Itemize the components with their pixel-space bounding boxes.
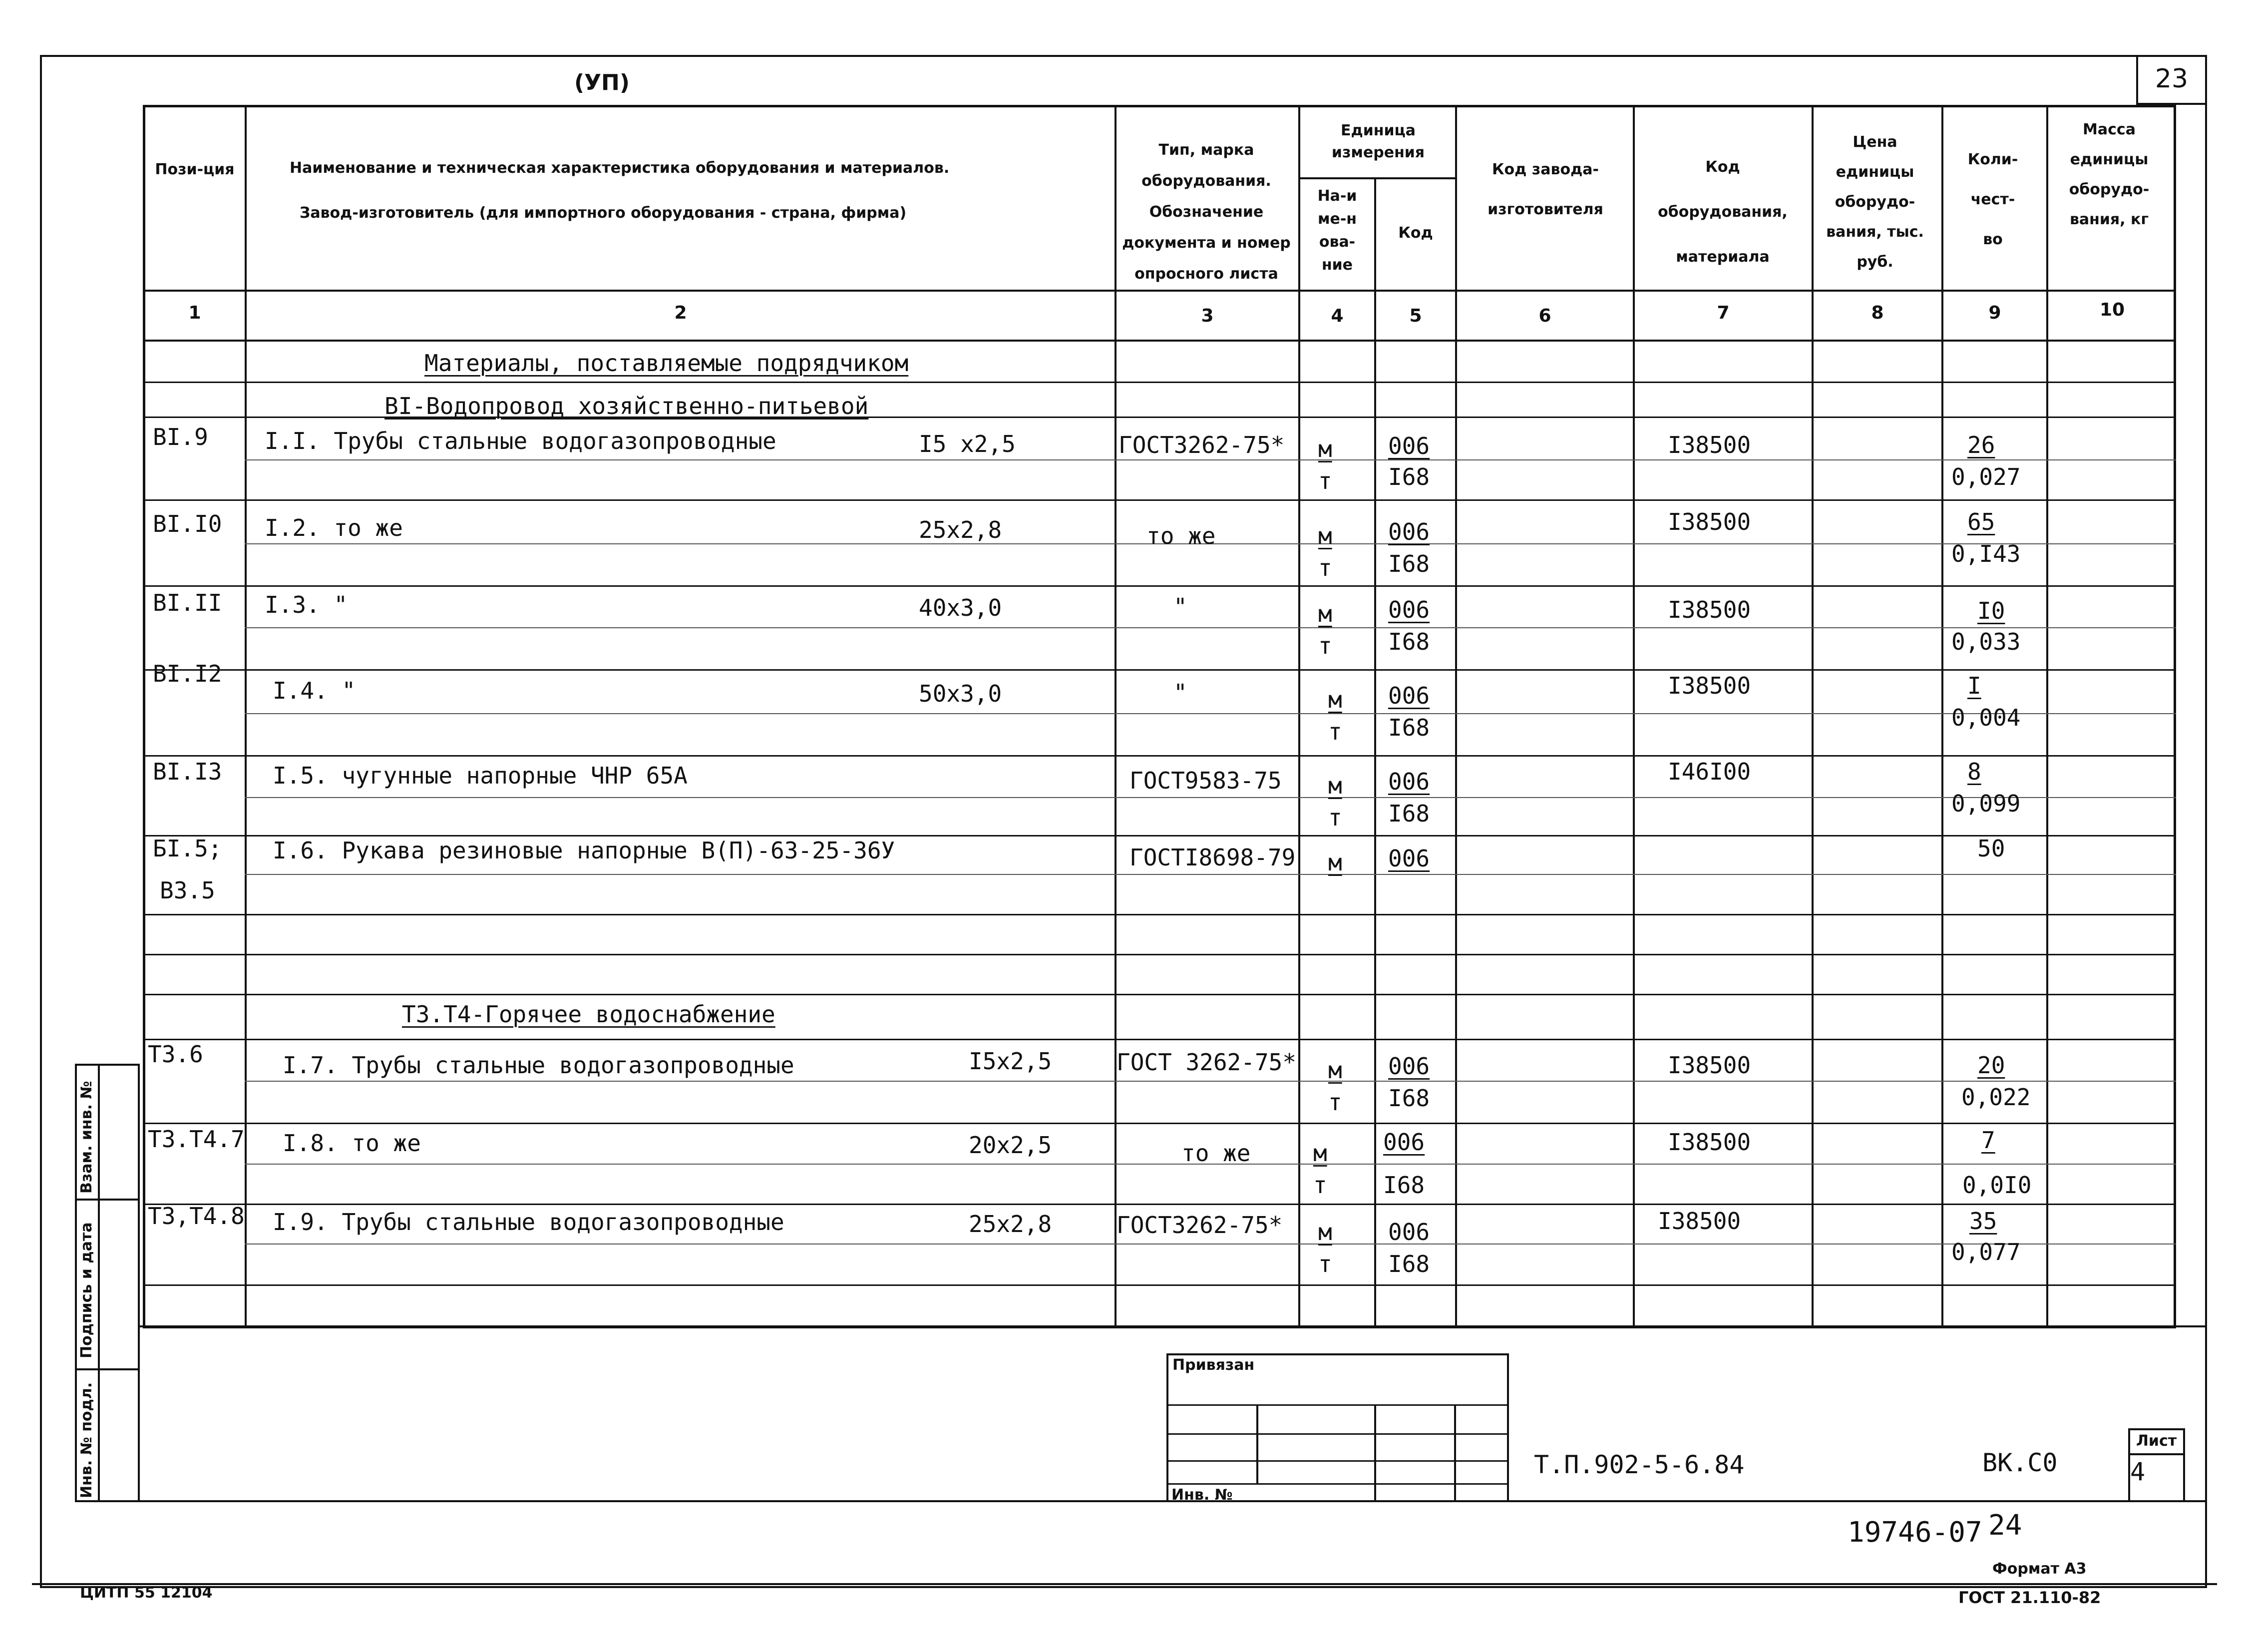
row6-unit1: м	[1328, 849, 1342, 876]
col-number-8: 8	[1871, 303, 1884, 323]
header-quantity: Коли-чест-во	[1967, 151, 2018, 248]
side-signature-date: Подпись и дата	[78, 1222, 95, 1358]
row8-material-code: I38500	[1668, 1129, 1751, 1156]
col-number-4: 4	[1331, 306, 1344, 326]
row9-unit1: м	[1318, 1219, 1332, 1245]
row1-code1: 006	[1388, 432, 1430, 459]
row4-doc: "	[1173, 679, 1187, 706]
row2-position: BI.I0	[153, 510, 222, 537]
row7-doc: ГОСТ 3262-75*	[1117, 1049, 1297, 1076]
side-inv-no: Инв. № подл.	[78, 1382, 95, 1498]
gost-label: ГОСТ 21.110-82	[1958, 1588, 2101, 1607]
row1-material-code: I38500	[1668, 431, 1751, 458]
row8-position: Т3.Т4.7	[148, 1126, 245, 1153]
row5-unit2: т	[1328, 804, 1342, 831]
row5-position: BI.I3	[153, 758, 222, 785]
header-price: Цена единицы оборудо-вания, тыс. руб.	[1826, 133, 1924, 271]
row4-code2: I68	[1388, 714, 1430, 741]
row4-size: 50x3,0	[919, 680, 1002, 707]
row2-unit1: м	[1318, 522, 1332, 549]
row4-unit1: м	[1328, 686, 1342, 713]
row1-position: BI.9	[153, 423, 208, 450]
row1-mass: 0,027	[1951, 463, 2021, 490]
row6-doc: ГОСТI8698-79	[1129, 844, 1296, 871]
row3-position: BI.II	[153, 589, 222, 616]
row4-unit2: т	[1328, 718, 1342, 745]
row2-mass: 0,I43	[1951, 540, 2021, 567]
row2-doc: то же	[1146, 522, 1216, 549]
row2-code1: 006	[1388, 518, 1430, 545]
row4-name: I.4. "	[273, 677, 356, 704]
row1-qty: 26	[1967, 431, 1995, 458]
row9-mass: 0,077	[1951, 1239, 2021, 1265]
col-number-5: 5	[1409, 306, 1422, 326]
row1-size: I5 x2,5	[919, 430, 1016, 457]
row2-material-code: I38500	[1668, 508, 1751, 535]
row3-unit1: м	[1318, 600, 1332, 627]
row2-qty: 65	[1967, 508, 1995, 535]
header-name-line1: Наименование и техническая характеристика оборудования и материалов.	[290, 159, 950, 177]
row1-name: I.I. Трубы стальные водогазопроводные	[265, 427, 776, 454]
row8-size: 20x2,5	[969, 1132, 1052, 1159]
row9-doc: ГОСТ3262-75*	[1117, 1212, 1283, 1239]
row4-code1: 006	[1388, 682, 1430, 709]
row1-unit2: т	[1318, 467, 1332, 494]
row7-code1: 006	[1388, 1053, 1430, 1080]
header-unit-name: На-име-нова-ние	[1317, 187, 1357, 274]
row9-unit2: т	[1318, 1250, 1332, 1277]
row5-mass: 0,099	[1951, 790, 2021, 817]
header-mass: Масса единицы оборудо-вания, кг	[2069, 121, 2150, 228]
row5-code2: I68	[1388, 800, 1430, 827]
col-number-3: 3	[1201, 306, 1214, 326]
doc-mark: ВК.С0	[1982, 1448, 2058, 1477]
col-number-6: 6	[1538, 306, 1551, 326]
ctip-label: ЦИТП 55 12104	[80, 1584, 213, 1602]
row9-qty: 35	[1969, 1208, 1997, 1235]
top-sheet-number: 23	[2155, 64, 2189, 94]
row3-size: 40x3,0	[919, 594, 1002, 621]
header-factory-code: Код завода-изготовителя	[1488, 161, 1603, 218]
col-number-7: 7	[1717, 303, 1730, 323]
row7-unit1: м	[1328, 1057, 1342, 1084]
row7-code2: I68	[1388, 1085, 1430, 1112]
row5-qty: 8	[1967, 758, 1981, 785]
row1-unit1: м	[1318, 435, 1332, 462]
row9-position: Т3,Т4.8	[148, 1203, 245, 1230]
format-label: Формат А3	[1992, 1560, 2087, 1578]
header-unit-code: Код	[1398, 224, 1433, 242]
row2-name: I.2. то же	[265, 514, 403, 541]
row6-position: БI.5;	[153, 835, 222, 862]
row6-code1: 006	[1388, 845, 1430, 872]
row4-position: BI.I2	[153, 660, 222, 687]
col-number-10: 10	[2099, 300, 2125, 320]
row8-mass: 0,0I0	[1962, 1172, 2032, 1199]
section-materials-title: Материалы, поставляемые подрядчиком	[424, 350, 909, 377]
row6-name: I.6. Рукава резиновые напорные В(П)-63-25-36У	[273, 837, 895, 864]
row7-position: Т3.6	[148, 1041, 203, 1068]
row8-unit2: т	[1313, 1172, 1327, 1199]
bound-label: Привязан	[1172, 1356, 1255, 1374]
row6-position-2: В3.5	[160, 877, 215, 904]
doc-code: Т.П.902-5-6.84	[1534, 1450, 1745, 1479]
sheet-label: Лист	[2136, 1432, 2177, 1450]
row5-material-code: I46I00	[1668, 758, 1751, 785]
row3-doc: "	[1173, 593, 1187, 620]
row4-material-code: I38500	[1668, 672, 1751, 699]
row2-size: 25x2,8	[919, 516, 1002, 543]
row8-unit1: м	[1313, 1140, 1327, 1167]
row3-code2: I68	[1388, 628, 1430, 655]
row2-code2: I68	[1388, 550, 1430, 577]
row1-code2: I68	[1388, 463, 1430, 490]
row9-code2: I68	[1388, 1250, 1430, 1277]
col-number-1: 1	[188, 303, 201, 323]
col-number-2: 2	[674, 303, 687, 323]
row9-material-code: I38500	[1658, 1208, 1741, 1235]
row9-code1: 006	[1388, 1219, 1430, 1245]
sheet-number: 4	[2130, 1457, 2146, 1486]
row5-doc: ГОСТ9583-75	[1129, 767, 1282, 794]
row7-qty: 20	[1977, 1052, 2005, 1079]
row6-qty: 50	[1977, 835, 2005, 862]
row5-code1: 006	[1388, 768, 1430, 795]
section-t3t4-title: Т3.Т4-Горячее водоснабжение	[402, 1001, 775, 1028]
row4-mass: 0,004	[1951, 704, 2021, 731]
row5-unit1: м	[1328, 772, 1342, 799]
header-material-code: Код оборудования, материала	[1658, 158, 1788, 266]
header-name-line2: Завод-изготовитель (для импортного оборудования - страна, фирма)	[300, 204, 907, 222]
row7-material-code: I38500	[1668, 1052, 1751, 1079]
row1-doc: ГОСТ3262-75*	[1119, 431, 1285, 458]
row3-material-code: I38500	[1668, 596, 1751, 623]
row7-mass: 0,022	[1961, 1084, 2031, 1111]
row4-qty: I	[1967, 672, 1981, 699]
row8-name: I.8. то же	[283, 1130, 421, 1157]
row3-unit2: т	[1318, 632, 1332, 659]
row2-unit2: т	[1318, 554, 1332, 581]
row7-unit2: т	[1328, 1089, 1342, 1116]
row7-name: I.7. Трубы стальные водогазопроводные	[283, 1052, 794, 1079]
row3-mass: 0,033	[1951, 628, 2021, 655]
header-position: Пози-ция	[155, 161, 235, 178]
col-number-9: 9	[1988, 303, 2001, 323]
header-type: Тип, марка оборудования. Обозначение документа и номер опросного листа	[1122, 141, 1291, 283]
row5-name: I.5. чугунные напорные ЧНР 65А	[273, 762, 688, 789]
row8-code1: 006	[1383, 1129, 1425, 1156]
section-code: (УП)	[574, 70, 630, 95]
row9-name: I.9. Трубы стальные водогазопроводные	[273, 1209, 784, 1236]
row3-code1: 006	[1388, 596, 1430, 623]
row8-qty: 7	[1981, 1127, 1995, 1154]
handwritten-number: 19746-07	[1848, 1516, 1982, 1549]
row3-name: I.3. "	[265, 591, 348, 618]
section-b1-title: BI-Водопровод хозяйственно-питьевой	[384, 393, 869, 419]
row8-doc: то же	[1181, 1140, 1251, 1167]
row8-code2: I68	[1383, 1172, 1425, 1199]
row3-qty: I0	[1977, 597, 2005, 624]
handwritten-number-2: 24	[1988, 1509, 2022, 1542]
header-unit-group: Единица измерения	[1331, 122, 1425, 161]
row7-size: I5x2,5	[969, 1048, 1052, 1075]
side-replace-inv: Взам. инв. №	[78, 1081, 95, 1194]
bound-block	[1166, 1353, 1509, 1502]
row9-size: 25x2,8	[969, 1211, 1052, 1238]
sheet-frame-bottom	[32, 1583, 2217, 1585]
inv-label: Инв. №	[1171, 1486, 1233, 1504]
